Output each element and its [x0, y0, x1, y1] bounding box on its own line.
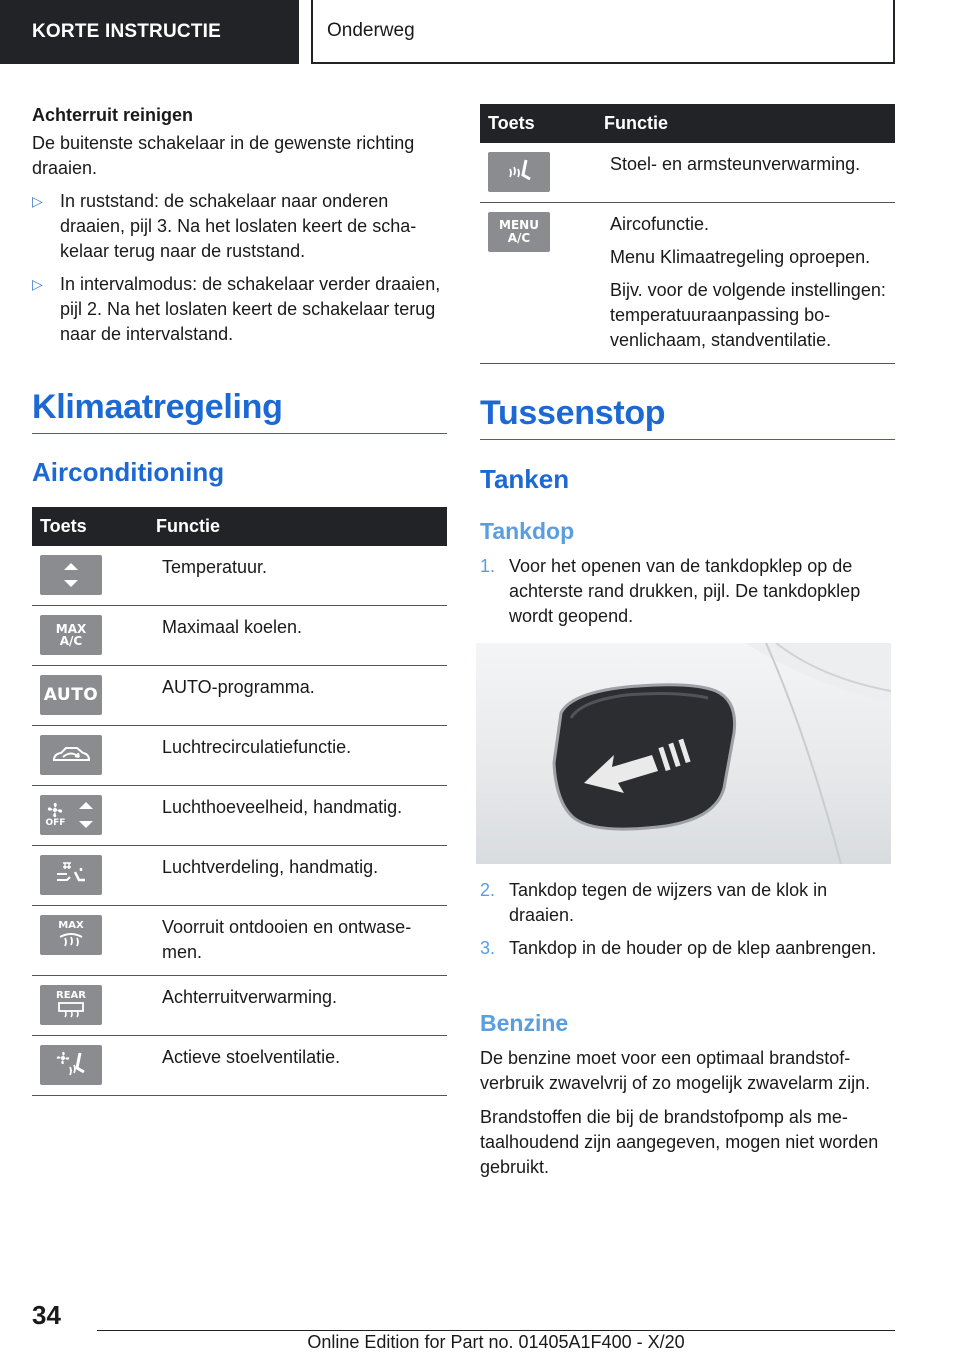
function-text: Luchthoeveelheid, handmatig.	[156, 786, 447, 846]
table-row	[480, 203, 895, 364]
recirculation-car-icon	[40, 735, 102, 775]
column-header-functie: Functie	[156, 507, 447, 546]
air-distribution-icon	[40, 855, 102, 895]
list-item: ▷ In intervalmodus: de schakelaar verder draaien, pijl 2. Na het loslaten keert de schakelaar terug naar de intervalstand.	[32, 274, 441, 344]
function-text: Achterruitverwarming.	[156, 976, 447, 1036]
auto-icon: AUTO	[40, 675, 102, 715]
column-header-toets: Toets	[480, 104, 604, 143]
function-text: Luchtrecirculatiefunctie.	[156, 726, 447, 786]
section-tab[interactable]: KORTE INSTRUCTIE	[0, 0, 299, 64]
page-number: 34	[32, 1300, 61, 1330]
table-row	[32, 546, 447, 606]
triangle-bullet-icon: ▷	[32, 276, 43, 292]
rear-wiper-section	[32, 105, 447, 355]
table-row	[32, 786, 447, 846]
benzine-paragraph-1: De benzine moet voor een optimaal brandstofverbruik zwavelvrij of zo mogelijk zwavelarm zijn.	[480, 1048, 871, 1093]
function-text: Actieve stoelventilatie.	[156, 1036, 447, 1096]
function-text: Temperatuur.	[156, 546, 447, 606]
table-row	[32, 1036, 447, 1096]
table-row	[32, 976, 447, 1036]
footer-divider	[97, 1330, 895, 1331]
chapter-tab[interactable]: Onderweg	[311, 0, 895, 64]
rear-defrost-icon: REAR	[40, 985, 102, 1025]
fan-off-arrows-icon: OFF	[40, 795, 102, 835]
table-row	[32, 906, 447, 976]
heading-klimaatregeling: Klimaatregeling	[32, 388, 447, 434]
page-header	[0, 0, 960, 66]
tankdop-steps-b	[480, 878, 895, 969]
max-ac-icon: MAX A/C	[40, 615, 102, 655]
list-item: 3. Tankdop in de houder op de klep aanbrengen.	[480, 938, 877, 958]
function-text: Menu Klimaatregeling oproepen.	[610, 247, 871, 267]
function-text: Maximaal koelen.	[156, 606, 447, 666]
table-row	[480, 143, 895, 203]
benzine-paragraph-2: Brandstoffen die bij de brandstofpomp als metaalhoudend zijn aangegeven, mogen niet worden gebruikt.	[480, 1107, 879, 1177]
rear-wiper-intro: De buitenste schakelaar in de gewenste richting draaien.	[32, 133, 415, 178]
temperature-arrows-icon	[40, 555, 102, 595]
seat-menu-keys-table	[480, 104, 895, 364]
function-text: Aircofunctie.	[610, 214, 710, 234]
menu-ac-icon: MENU A/C	[488, 212, 550, 252]
climate-keys-table	[32, 507, 447, 1096]
heading-benzine: Benzine	[480, 1010, 569, 1036]
list-item: 2. Tankdop tegen de wijzers van de klok in draaien.	[480, 880, 828, 925]
function-text: Luchtverdeling, handmatig.	[156, 846, 447, 906]
list-item: ▷ In ruststand: de schakelaar naar onderen draaien, pijl 3. Na het loslaten keert de schakelaar terug naar de ruststand.	[32, 191, 417, 261]
fuel-flap-photo	[476, 643, 891, 864]
list-item: 1. Voor het openen van de tankdopklep op de achterste rand drukken, pijl. De tankdopklep wordt geopend.	[480, 556, 861, 626]
table-row	[32, 666, 447, 726]
rear-wiper-bullets	[32, 189, 447, 347]
tankdop-steps-a	[480, 554, 895, 637]
column-header-toets: Toets	[32, 507, 156, 546]
max-defrost-icon: MAX	[40, 915, 102, 955]
heading-tanken: Tanken	[480, 464, 570, 494]
seat-ventilation-icon	[40, 1045, 102, 1085]
function-text: Voorruit ontdooien en ontwasemen.	[156, 906, 447, 976]
table-row	[32, 846, 447, 906]
function-text: Bijv. voor de volgende instellingen: temperatuuraanpassing bovenlichaam, standventilatie.	[610, 280, 886, 350]
triangle-bullet-icon: ▷	[32, 193, 43, 209]
rear-wiper-title: Achterruit reinigen	[32, 105, 194, 125]
edition-footer: Online Edition for Part no. 01405A1F400 - X/20	[307, 1332, 685, 1352]
heading-airconditioning: Airconditioning	[32, 457, 225, 487]
heading-tankdop: Tankdop	[480, 518, 575, 544]
table-row	[32, 606, 447, 666]
table-row	[32, 726, 447, 786]
column-header-functie: Functie	[604, 104, 895, 143]
table-header-row	[32, 507, 447, 546]
function-text: Stoel- en armsteunverwarming.	[610, 154, 861, 174]
function-text: AUTO-programma.	[156, 666, 447, 726]
seat-heating-icon	[488, 152, 550, 192]
heading-tussenstop: Tussenstop	[480, 394, 895, 440]
table-header-row	[480, 104, 895, 143]
